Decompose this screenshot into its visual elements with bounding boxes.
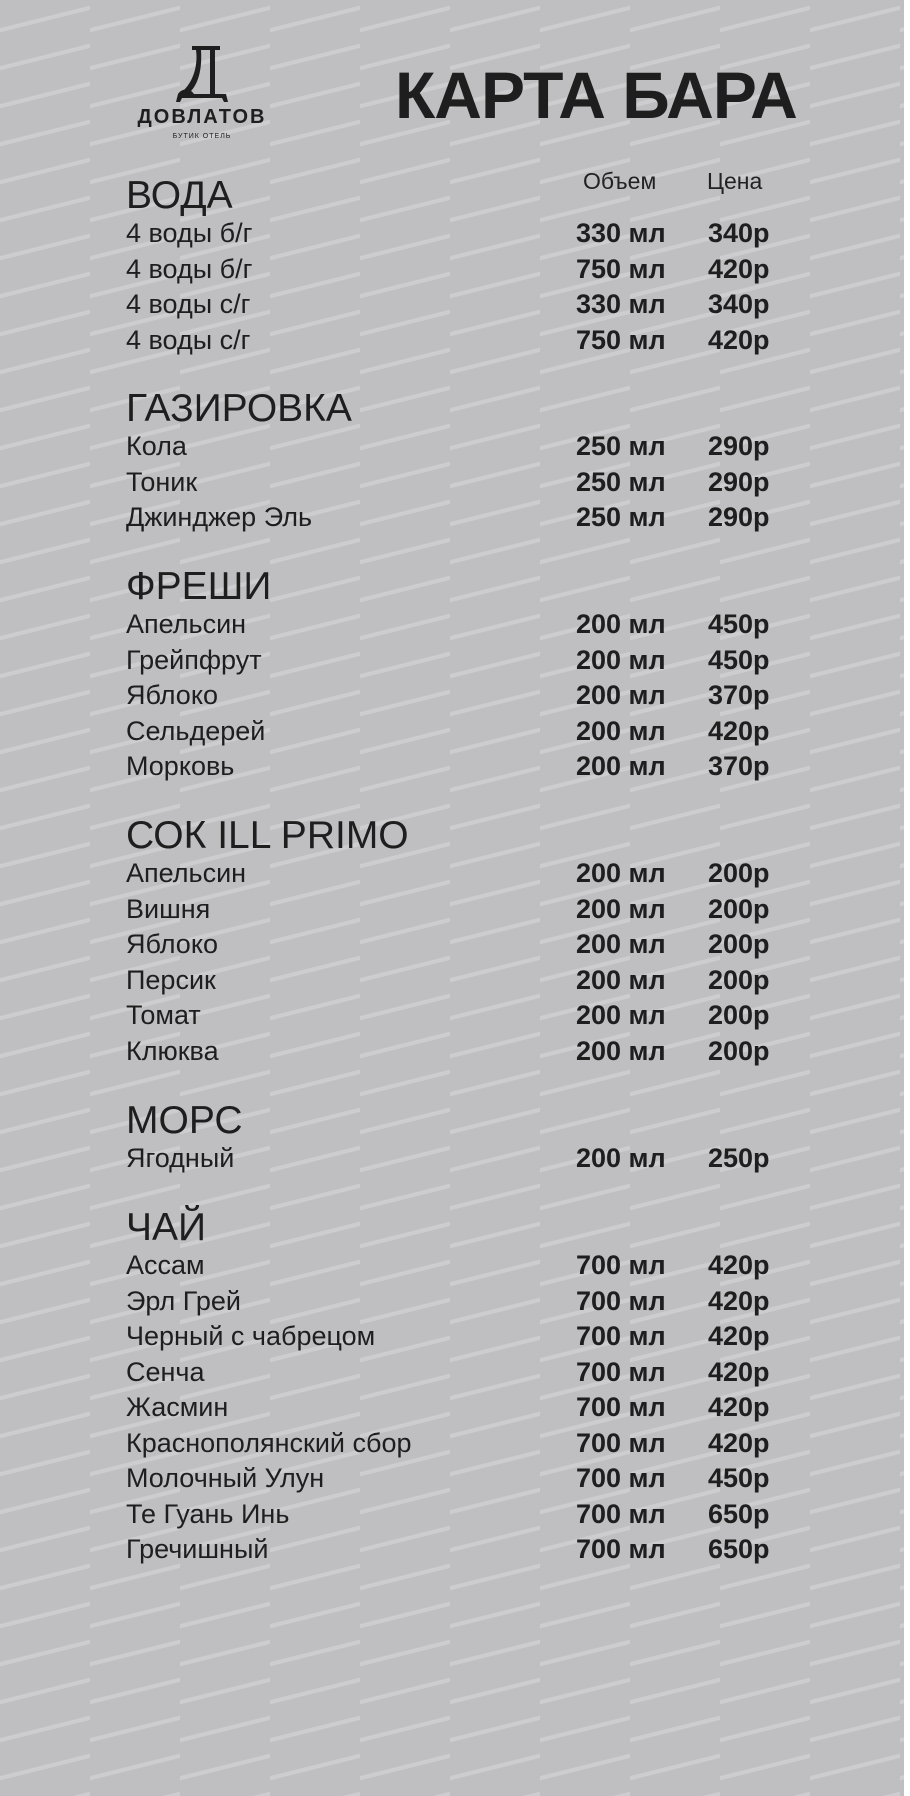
menu-item bbox=[126, 1532, 786, 1568]
item-price: 340р bbox=[708, 289, 770, 319]
item-price: 450р bbox=[708, 609, 770, 639]
menu-item bbox=[126, 252, 786, 288]
section-title: ВОДА bbox=[126, 174, 233, 217]
item-name: Краснополянский сбор bbox=[126, 1427, 412, 1458]
item-volume: 200 мл bbox=[576, 858, 666, 888]
item-name: Вишня bbox=[126, 893, 211, 924]
item-volume: 200 мл bbox=[576, 715, 666, 746]
item-volume: 200 мл bbox=[576, 680, 666, 710]
item-price: 200р bbox=[708, 858, 770, 888]
item-price: 420р bbox=[708, 1356, 770, 1387]
menu-item bbox=[126, 287, 786, 323]
item-price: 420р bbox=[708, 324, 770, 355]
item-name: 4 воды с/г bbox=[126, 324, 251, 355]
item-price: 200р bbox=[708, 893, 770, 924]
item-volume: 200 мл bbox=[576, 893, 666, 924]
menu-item bbox=[126, 465, 786, 501]
menu-item bbox=[126, 963, 786, 999]
section-ill-primo-juice bbox=[126, 816, 786, 1069]
menu-item bbox=[126, 749, 786, 785]
section-title: СОК ILL PRIMO bbox=[126, 814, 409, 857]
item-volume: 200 мл bbox=[576, 609, 666, 639]
menu-item bbox=[126, 500, 786, 536]
item-price: 200р bbox=[708, 1035, 770, 1066]
item-price: 450р bbox=[708, 644, 770, 675]
section-title: ГАЗИРОВКА bbox=[126, 387, 352, 430]
item-price: 420р bbox=[708, 1321, 770, 1351]
section-title: МОРС bbox=[126, 1099, 243, 1142]
item-volume: 200 мл bbox=[576, 964, 666, 995]
item-volume: 200 мл bbox=[576, 1035, 666, 1066]
item-price: 200р bbox=[708, 929, 770, 959]
section-soda bbox=[126, 389, 786, 536]
menu-item bbox=[126, 856, 786, 892]
menu-item bbox=[126, 1497, 786, 1533]
menu-item bbox=[126, 1426, 786, 1462]
item-name: 4 воды б/г bbox=[126, 218, 253, 248]
item-volume: 700 мл bbox=[576, 1427, 666, 1458]
menu-item bbox=[126, 1461, 786, 1497]
menu-item bbox=[126, 1034, 786, 1070]
item-price: 200р bbox=[708, 1000, 770, 1030]
item-price: 200р bbox=[708, 964, 770, 995]
item-name: 4 воды с/г bbox=[126, 289, 251, 319]
item-volume: 250 мл bbox=[576, 466, 666, 497]
item-price: 420р bbox=[708, 1250, 770, 1280]
item-price: 290р bbox=[708, 466, 770, 497]
item-price: 250р bbox=[708, 1143, 770, 1173]
item-name: Грейпфрут bbox=[126, 644, 262, 675]
letter-d-logo-icon bbox=[172, 44, 232, 106]
item-price: 420р bbox=[708, 1285, 770, 1316]
menu-item bbox=[126, 714, 786, 750]
item-price: 370р bbox=[708, 751, 770, 781]
item-volume: 700 мл bbox=[576, 1250, 666, 1280]
menu-item bbox=[126, 1355, 786, 1391]
item-volume: 700 мл bbox=[576, 1498, 666, 1529]
menu-item bbox=[126, 643, 786, 679]
menu-item bbox=[126, 1248, 786, 1284]
item-price: 650р bbox=[708, 1534, 770, 1564]
logo-name: ДОВЛАТОВ bbox=[137, 106, 267, 128]
menu-item bbox=[126, 998, 786, 1034]
item-name: Морковь bbox=[126, 751, 235, 781]
menu-item bbox=[126, 678, 786, 714]
logo-subtitle: БУТИК ОТЕЛЬ bbox=[172, 133, 232, 140]
item-name: Клюква bbox=[126, 1035, 219, 1066]
volume-column-header: Объем bbox=[583, 168, 657, 194]
item-name: Сенча bbox=[126, 1356, 205, 1387]
section-fresh-juices bbox=[126, 567, 786, 785]
item-volume: 700 мл bbox=[576, 1392, 666, 1422]
item-volume: 750 мл bbox=[576, 324, 666, 355]
item-price: 290р bbox=[708, 431, 770, 461]
item-volume: 250 мл bbox=[576, 431, 666, 461]
item-name: Молочный Улун bbox=[126, 1463, 325, 1493]
item-volume: 200 мл bbox=[576, 929, 666, 959]
menu-item bbox=[126, 927, 786, 963]
item-volume: 700 мл bbox=[576, 1285, 666, 1316]
menu-item bbox=[126, 1319, 786, 1355]
item-volume: 250 мл bbox=[576, 502, 666, 532]
menu-item bbox=[126, 1284, 786, 1320]
section-title: ФРЕШИ bbox=[126, 565, 272, 608]
item-price: 420р bbox=[708, 715, 770, 746]
item-name: Ягодный bbox=[126, 1143, 235, 1173]
item-name: Ассам bbox=[126, 1250, 205, 1280]
page-edge bbox=[904, 0, 910, 1796]
item-name: Тоник bbox=[126, 466, 198, 497]
item-volume: 750 мл bbox=[576, 253, 666, 284]
menu-item bbox=[126, 1390, 786, 1426]
item-price: 370р bbox=[708, 680, 770, 710]
section-mors bbox=[126, 1101, 786, 1177]
item-name: Джинджер Эль bbox=[126, 502, 313, 532]
menu-item bbox=[126, 429, 786, 465]
page-title: КАРТА БАРА bbox=[395, 58, 797, 132]
item-price: 650р bbox=[708, 1498, 770, 1529]
item-name: Эрл Грей bbox=[126, 1285, 241, 1316]
item-volume: 330 мл bbox=[576, 218, 666, 248]
section-title: ЧАЙ bbox=[126, 1206, 207, 1249]
item-price: 420р bbox=[708, 253, 770, 284]
item-volume: 200 мл bbox=[576, 1000, 666, 1030]
item-price: 290р bbox=[708, 502, 770, 532]
item-name: Кола bbox=[126, 431, 187, 461]
item-price: 340р bbox=[708, 218, 770, 248]
menu-item bbox=[126, 607, 786, 643]
price-column-header: Цена bbox=[707, 168, 763, 194]
item-volume: 700 мл bbox=[576, 1356, 666, 1387]
section-tea bbox=[126, 1208, 786, 1568]
item-name: Яблоко bbox=[126, 929, 218, 959]
item-volume: 200 мл bbox=[576, 644, 666, 675]
menu-item bbox=[126, 323, 786, 359]
item-name: Те Гуань Инь bbox=[126, 1498, 290, 1529]
item-price: 420р bbox=[708, 1427, 770, 1458]
section-water bbox=[126, 176, 786, 358]
menu-item bbox=[126, 892, 786, 928]
item-volume: 700 мл bbox=[576, 1321, 666, 1351]
item-name: Жасмин bbox=[126, 1392, 229, 1422]
item-volume: 330 мл bbox=[576, 289, 666, 319]
item-name: Персик bbox=[126, 964, 216, 995]
hotel-logo bbox=[124, 44, 280, 154]
item-name: 4 воды б/г bbox=[126, 253, 253, 284]
item-volume: 700 мл bbox=[576, 1463, 666, 1493]
menu-item bbox=[126, 216, 786, 252]
item-volume: 200 мл bbox=[576, 1143, 666, 1173]
item-name: Черный с чабрецом bbox=[126, 1321, 376, 1351]
item-name: Апельсин bbox=[126, 609, 247, 639]
item-name: Яблоко bbox=[126, 680, 218, 710]
item-price: 450р bbox=[708, 1463, 770, 1493]
item-volume: 700 мл bbox=[576, 1534, 666, 1564]
item-name: Апельсин bbox=[126, 858, 247, 888]
item-name: Сельдерей bbox=[126, 715, 266, 746]
menu-item bbox=[126, 1141, 786, 1177]
item-name: Томат bbox=[126, 1000, 201, 1030]
item-price: 420р bbox=[708, 1392, 770, 1422]
item-volume: 200 мл bbox=[576, 751, 666, 781]
item-name: Гречишный bbox=[126, 1534, 269, 1564]
